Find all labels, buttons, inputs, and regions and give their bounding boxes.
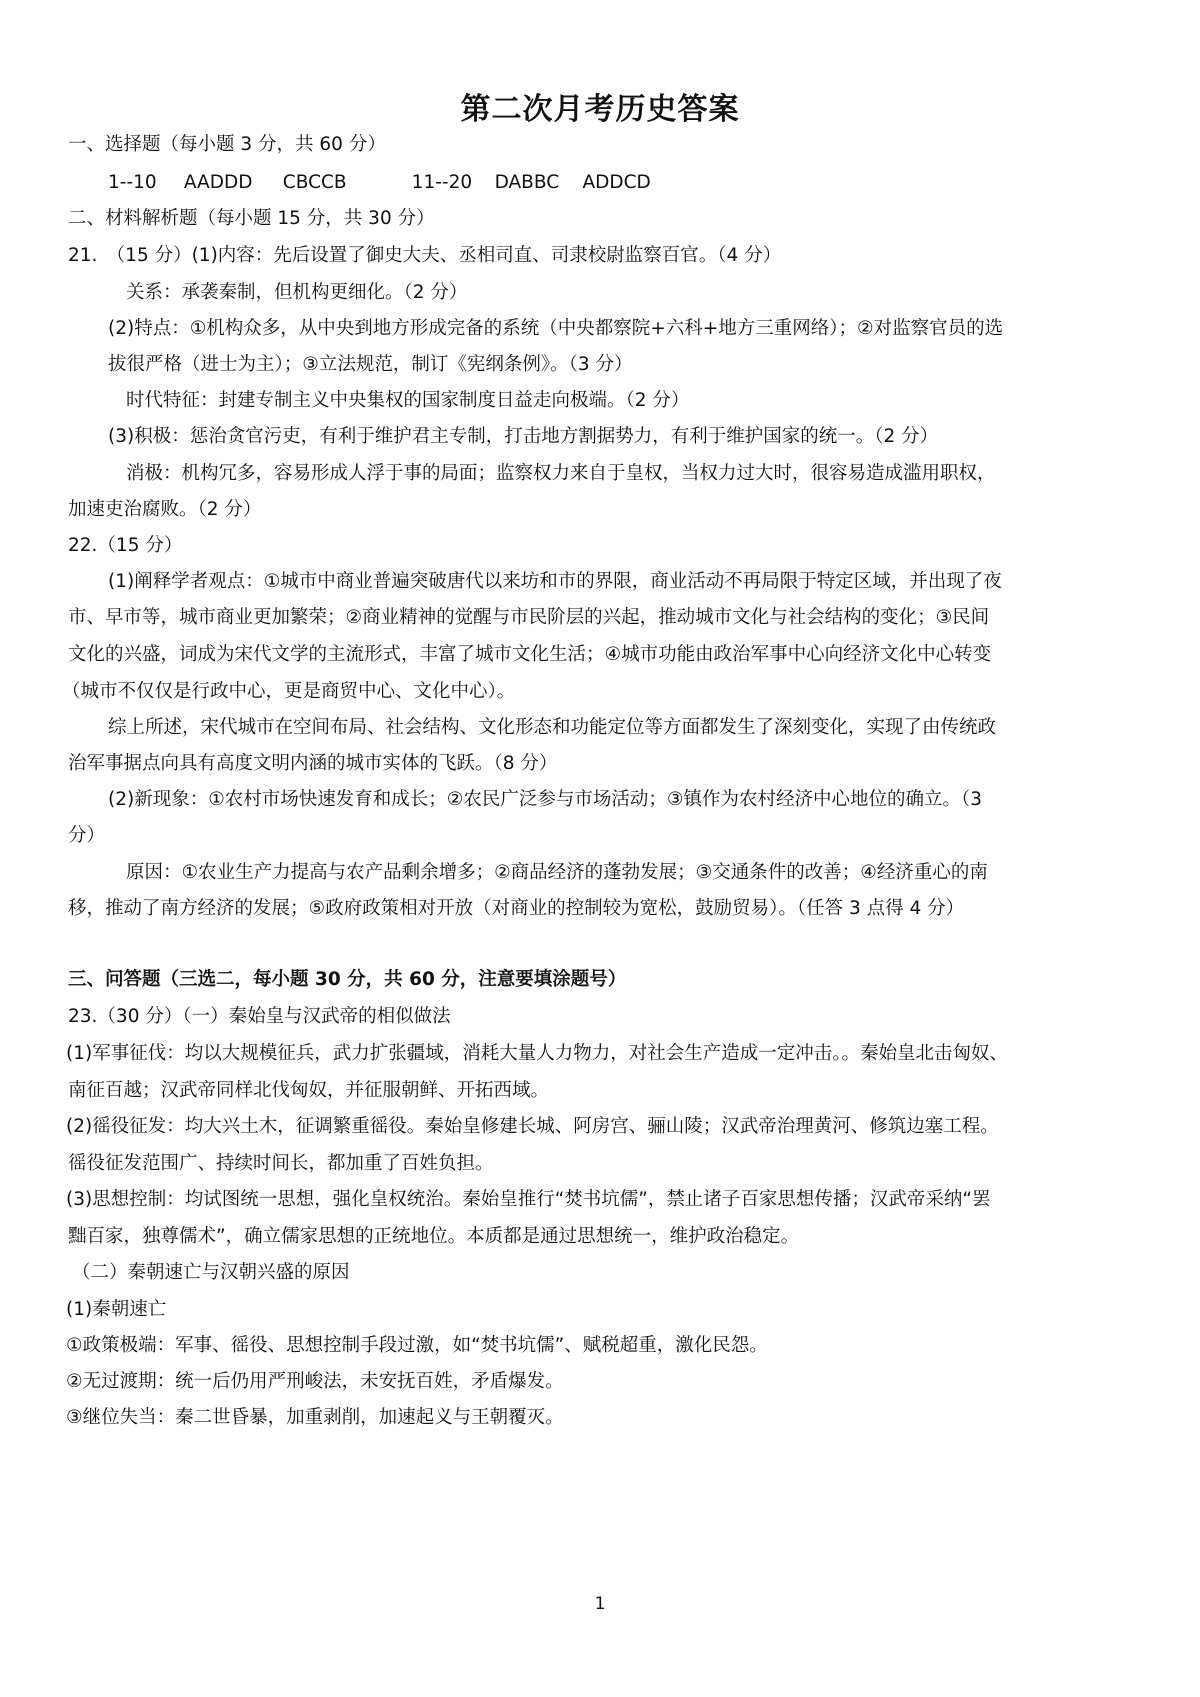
q22-line: (1)阐释学者观点：①城市中商业普遍突破唐代以来坊和市的界限，商业活动不再局限于特定区域，并出现了夜 [108,571,1002,592]
answer-range: 11--20 [411,172,473,193]
q23-line: 黜百家，独尊儒术”，确立儒家思想的正统地位。本质都是通过思想统一，维护政治稳定。 [68,1226,800,1247]
q21-line: 关系：承袭秦制，但机构更细化。（2 分） [126,282,468,303]
answer-group: CBCCB [282,172,347,193]
q23-line: (2)徭役征发：均大兴土木，征调繁重徭役。秦始皇修建长城、阿房宫、骊山陵；汉武帝治理黄河、修筑边塞工程。 [66,1116,999,1137]
q22-line: 治军事据点向具有高度文明内涵的城市实体的飞跃。（8 分） [68,753,558,774]
q22-line: 22.（15 分） [68,535,183,556]
q23-line: (1)秦朝速亡 [66,1299,167,1320]
answer-group: AADDD [183,172,253,193]
choice-answers-row [108,171,651,195]
q22-line: 综上所述，宋代城市在空间布局、社会结构、文化形态和功能定位等方面都发生了深刻变化，实现了由传统政 [108,717,997,738]
q21-line: 消极：机构冗多，容易形成人浮于事的局面；监察权力来自于皇权，当权力过大时，很容易造成滥用职权， [126,463,996,484]
q22-line: 市、早市等，城市商业更加繁荣；②商业精神的觉醒与市民阶层的兴起，推动城市文化与社会结构的变化；③民间 [68,607,990,628]
section3-heading: 三、问答题（三选二，每小题 30 分，共 60 分，注意要填涂题号） [68,969,627,990]
page-number: 1 [594,1594,606,1614]
page-title: 第二次月考历史答案 [460,92,740,127]
q22-line: 文化的兴盛，词成为宋代文学的主流形式，丰富了城市文化生活；④城市功能由政治军事中心向经济文化中心转变 [68,644,992,665]
section1-heading: 一、选择题（每小题 3 分，共 60 分） [68,134,386,155]
q21-line: 21. （15 分）(1)内容：先后设置了御史大夫、丞相司直、司隶校尉监察百官。（4 分） [68,245,782,266]
q22-line: 移，推动了南方经济的发展；⑤政府政策相对开放（对商业的控制较为宽松，鼓励贸易）。（任答 3 点得 4 分） [68,898,965,919]
answer-group: DABBC [494,172,560,193]
q21-line: (3)积极：惩治贪官污吏，有利于维护君主专制，打击地方割据势力，有利于维护国家的统一。（2 分） [108,426,939,447]
q22-line: 原因：①农业生产力提高与农产品剩余增多；②商品经济的蓬勃发展；③交通条件的改善；④经济重心的南 [126,862,988,883]
q23-line: 23.（30 分）（一）秦始皇与汉武帝的相似做法 [68,1006,451,1027]
q23-line: ③继位失当：秦二世昏暴，加重剥削，加速起义与王朝覆灭。 [66,1407,564,1428]
q23-line: （二）秦朝速亡与汉朝兴盛的原因 [72,1262,350,1283]
q23-line: 南征百越；汉武帝同样北伐匈奴，并征服朝鲜、开拓西域。 [68,1080,550,1101]
q22-line: 分） [68,825,106,846]
q21-line: 拔很严格（进士为主）；③立法规范，制订《宪纲条例》。（3 分） [108,354,633,375]
q23-line: ②无过渡期：统一后仍用严刑峻法，未安抚百姓，矛盾爆发。 [66,1371,564,1392]
q22-line: （城市不仅仅是行政中心，更是商贸中心、文化中心）。 [62,681,516,702]
q21-line: (2)特点：①机构众多，从中央到地方形成完备的系统（中央都察院+六科+地方三重网络）；②对监察官员的选 [108,318,1004,339]
q23-line: 徭役征发范围广、持续时间长，都加重了百姓负担。 [68,1153,494,1174]
answer-range: 1--10 [108,172,157,193]
q21-line: 时代特征：封建专制主义中央集权的国家制度日益走向极端。（2 分） [126,390,690,411]
q22-line: (2)新现象：①农村市场快速发育和成长；②农民广泛参与市场活动；③镇作为农村经济中心地位的确立。（3 [108,789,982,810]
section2-heading: 二、材料解析题（每小题 15 分，共 30 分） [68,208,435,229]
q21-line: 加速吏治腐败。（2 分） [68,499,262,520]
q23-line: ①政策极端：军事、徭役、思想控制手段过激，如“焚书坑儒”、赋税超重，激化民怨。 [66,1335,768,1356]
q23-line: (3)思想控制：均试图统一思想，强化皇权统治。秦始皇推行“焚书坑儒”，禁止诸子百家思想传播；汉武帝采纳“罢 [66,1189,991,1210]
q23-line: (1)军事征伐：均以大规模征兵，武力扩张疆域，消耗大量人力物力，对社会生产造成一定冲击。。秦始皇北击匈奴、 [66,1043,1008,1064]
answer-group: ADDCD [582,172,651,193]
